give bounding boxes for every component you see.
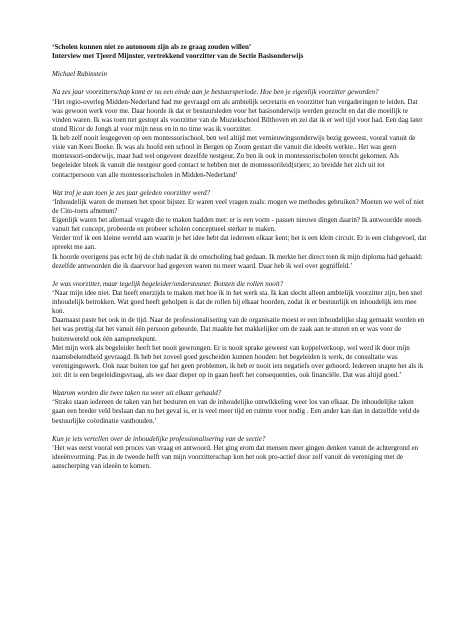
answer-paragraph: Daarnaast paste het ook in de tijd. Naar de professionalisering van de organisatie moest er een inhoudelijke slag gemaakt worden en het was prettig dat het vanuit één persoon gebeurde. Dat maakte het makkelijker om de zaak aan te sturen en er was voor de buitenwereld ook één aanspreekpunt. <box>52 316 425 343</box>
answer-paragraph: ‘Straks staan iedereen de taken van het besturen en van de inhoudelijke ontwikkeling weer los van elkaar. De inhoudelijke taken gaan een breder veld beslaan dan nu het geval is, er is veel meer tijd en ruimte voor nodig . Een ander kan dan in datzelfde veld de bestuurlijke coördinatie vasthouden.’ <box>52 398 420 425</box>
document-body <box>52 43 428 471</box>
author-name: Michael Rubinstein <box>52 70 107 79</box>
answer-paragraph: Met mijn werk als begeleider heeft het nooit gewrongen. Er is nooit sprake geweest van koppelverkoop, wel werd ik door mijn naamsbekendheid gevraagd. Ik heb het zoveel goed gescheiden kunnen houden: het begeleiden is werk, de consultatie was verenigingswerk. Ook naar buiten toe gaf het geen problemen, ik heb er nooit iets negatiefs over gehoord. Iedereen snapte het als ik zei: dit is een begeleidingsvraag, als we daar dieper op in gaan heeft het consequenties, ook financiële. Dat was altijd goed.’ <box>52 343 424 379</box>
answer-paragraph: ‘Inhoudelijk waren de mensen het spoor bijster. Er waren veel vragen zoals: mogen we methodes gebruiken? Moeten we wel of niet de Cito-toets afnemen? <box>52 197 424 215</box>
qa-section <box>52 280 428 380</box>
interview-question: Je was voorzitter, maar tegelijk begeleider/ondersteuner. Botsten die rollen nooit? <box>52 279 284 288</box>
interview-question: Kun je iets vertellen over de inhoudelijke professionalisering van de sectie? <box>52 434 266 443</box>
interview-question: Wat trof je aan toen je zes jaar geleden voorzitter werd? <box>52 188 211 197</box>
answer-paragraph: Verder trof ik een kleine wereld aan waarin je het idee hebt dat iedereen elkaar kent; het is een klein circuit. Er is een clubgevoel, dat spreekt me aan. <box>52 234 427 252</box>
qa-section <box>52 435 428 472</box>
answer-paragraph: Eigenlijk waren het allemaal vragen die te maken hadden met: er is een vorm - passen nieuwe dingen daarin? Ik antwoordde steeds vanuit het concept, probeerde en probeer scholen conceptueel sterker te maken. <box>52 216 422 234</box>
answer-paragraph: Ik heb zelf nooit lesgegeven op een montessorischool, ben wel altijd met vernieuwingsonderwijs bezig geweest, vooral vanuit de visie van Kees Boeke. Ik was als hoofd een school in Bergen op Zoom gestart die vanuit die ideeën werkte.. Het was geen montessori-onderwijs, maar had wel ongeveer dezelfde nestgeur. Zo ben ik ook in montessorischolen terecht gekomen. Als begeleider bleek ik vanuit die nestgeur goed contact te hebben met de montessorileid(st)ers; zo breidde het zich uit tot contactpersoon van alle montessorischolen in Midden-Nederland’ <box>52 134 416 179</box>
answer-paragraph: ‘Naar mijn idee niet. Dat heeft enerzijds te maken met hoe ik in het werk sta. Ik kan slecht alleen ambtelijk voorzitter zijn, ben snel inhoudelijk betrokken. Wat goed heeft geholpen is dat de rollen bij elkaar hoorden, zodat ik er bestuurlijk en inhoudelijk iets mee kon. <box>52 288 423 316</box>
answer-paragraph: ‘Het was eerst vooral een proces van vraag en antwoord. Het ging erom dat mensen meer gingen denken vanuit de achtergrond en ideeënvorming. Pas in de tweede helft van mijn voorzitterschap kon het ook pro-actief door zelf vanuit de vereniging met de aanscherping van ideeën te komen. <box>52 443 419 470</box>
interview-question: Waarom worden die twee taken nu weer uit elkaar gehaald? <box>52 389 222 398</box>
article-title: ‘Scholen kunnen niet zo autonoom zijn als ze graag zouden willen’ <box>52 43 252 51</box>
answer-paragraph: Ik hoorde overigens pas echt bij de club nadat ik de omscholing had gedaan. Ik merkte het direct toen ik mijn diploma had gehaald: dezelfde antwoorden die ik daarvoor had gegeven waren nu meer waard. Daar heb ik wel over gegniffeld.’ <box>52 252 423 270</box>
answer-paragraph: ‘Het regio-overleg Midden-Nederland had me gevraagd om als ambtelijk secretaris en voorzitter han vergaderingen te leiden. Dat was gewoon werk voor me. Daar hoorde ik dat er bestuursleden voor het basisonderwijs werden gezocht en dat die moeilijk te vinden waren. Ik was toen net gestopt als voorzitter van de Muziekschool Bilthoven en zei dat ik er wel tijd voor had. Een dag later stond Ricor de Jongh al voor mijn neus en in no time was ik voorzitter. <box>52 97 423 133</box>
article-subtitle: Interview met Tjeerd Mijnster, vertrekkend voorzitter van de Sectie Basisonderwijs <box>52 52 304 61</box>
interview-question: Na zes jaar voorzitterschap komt er nu een einde aan je bestuursperiode. Hoe ben je eigenlijk voorzitter geworden? <box>52 88 379 97</box>
qa-section <box>52 189 428 271</box>
qa-section <box>52 88 428 179</box>
qa-section <box>52 389 428 426</box>
